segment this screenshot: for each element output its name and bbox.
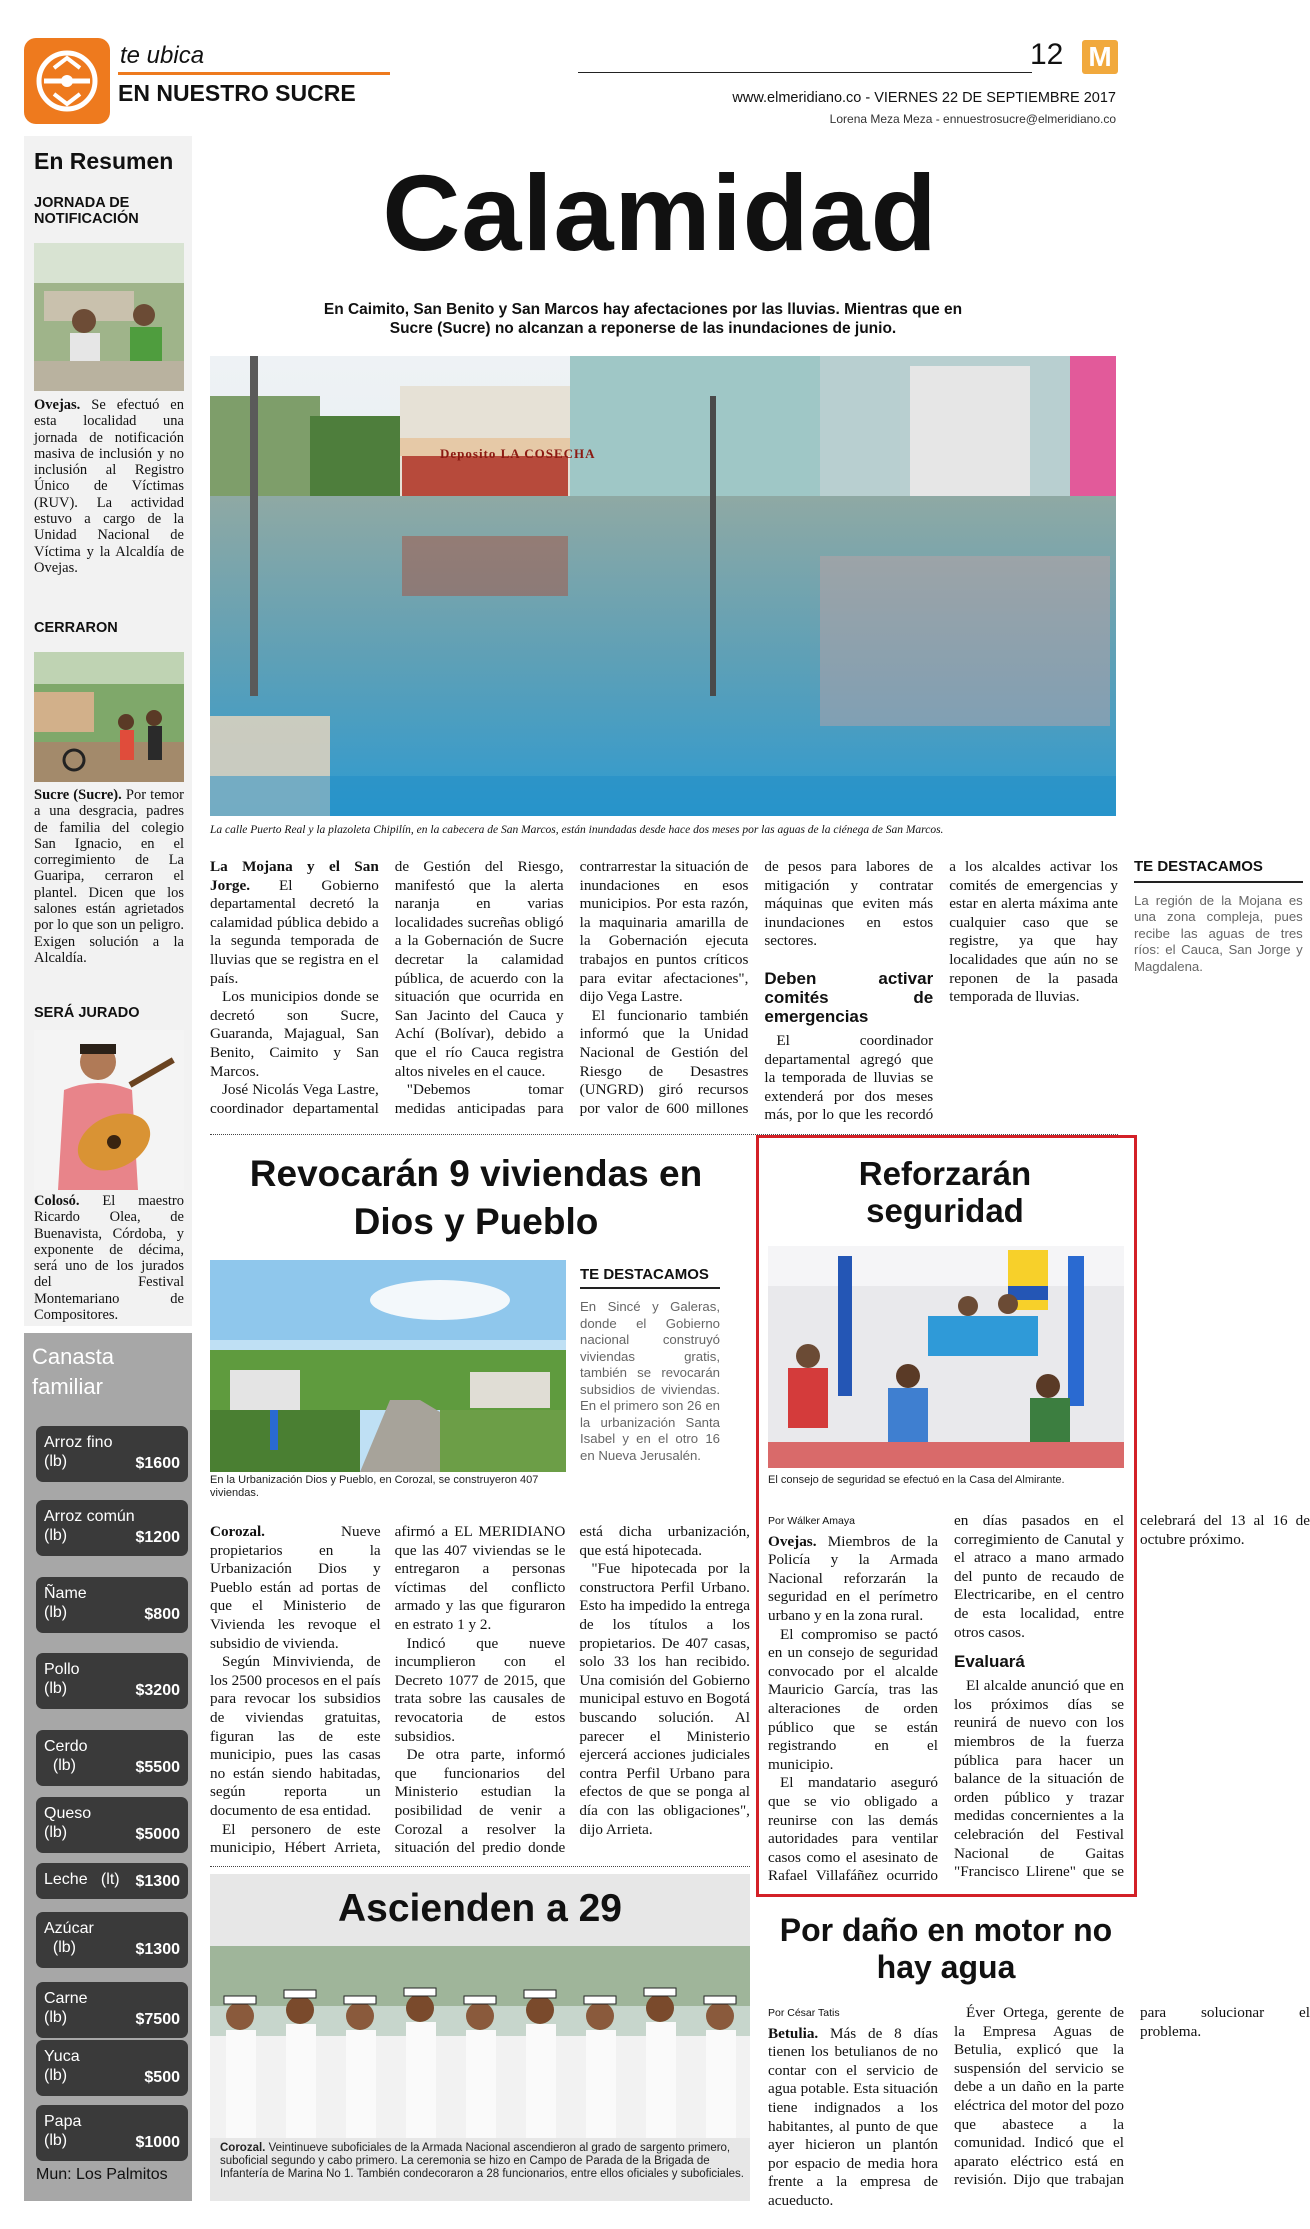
sidebar-photo-ovejas bbox=[34, 243, 184, 391]
website-date: www.elmeridiano.co - VIERNES 22 DE SEPTIEMBRE 2017 bbox=[732, 90, 1116, 106]
price-item-name: Queso (lb) bbox=[44, 1805, 92, 1841]
sidebar-heading-1: JORNADA DE NOTIFICACIÓN bbox=[34, 195, 139, 227]
revocaran-photo-caption: En la Urbanización Dios y Pueblo, en Corozal, se construyeron 407 viviendas. bbox=[210, 1474, 539, 1499]
flood-photo-sign: Deposito LA COSECHA bbox=[440, 446, 596, 461]
page-number: 12 bbox=[1030, 38, 1064, 71]
sidebar-text-3: Colosó. El maestro Ricardo Olea, de Buenavista, Córdoba, y exponente de décima, será uno de los jurados del Festival Montemariano de Compositores. bbox=[34, 1193, 184, 1324]
main-subhead: Deben activar comités de emergencias bbox=[764, 968, 934, 1026]
main-photo-caption: La calle Puerto Real y la plazoleta Chipilín, en la cabecera de San Marcos, están inundadas desde hace dos meses por las aguas de la ciénega de San Marcos. bbox=[210, 824, 944, 836]
price-row bbox=[36, 1912, 188, 1968]
revocaran-destacamos: TE DESTACAMOS En Sincé y Galeras, donde el Gobierno nacional construyó viviendas gratis, también se revocarán subsidios de viviendas. En el primero son 26 en la urbanización Santa Isabel y en el otro 16 en Nueva Jerusalén. bbox=[580, 1266, 721, 1463]
canasta-footer: Mun: Los Palmitos bbox=[36, 2166, 168, 2183]
price-item-value: $3200 bbox=[135, 1682, 180, 1699]
header-rule bbox=[578, 72, 1032, 73]
section-logo bbox=[24, 38, 110, 124]
price-item-name: Arroz fino (lb) bbox=[44, 1434, 113, 1470]
price-row bbox=[36, 1982, 188, 2038]
price-item-value: $7500 bbox=[135, 2011, 180, 2028]
price-item-value: $1200 bbox=[135, 1529, 180, 1546]
canasta-title: Canasta familiar bbox=[32, 1344, 114, 1399]
newspaper-logo: M bbox=[1082, 40, 1118, 74]
price-row bbox=[36, 1500, 188, 1556]
price-row bbox=[36, 1730, 188, 1786]
revocaran-photo bbox=[210, 1260, 566, 1472]
price-row bbox=[36, 1426, 188, 1482]
price-item-value: $5000 bbox=[135, 1826, 180, 1843]
revocaran-article: Corozal. Nueve propietarios en la Urbanización Dios y Pueblo están ad portas de que el Ministerio de Vivienda les revoque el subsidio de vivienda. Según Minvivienda, de los 2500 procesos en el país para revocar los subsidios de viviendas gratuitas, figuran las de este municipio, pues las casas no están siendo habitadas, según reporta un documento de esa entidad. El personero de este municipio, Hébert Arrieta, afirmó a EL MERIDIANO que las 407 viviendas se le entregaron a personas víctimas del conflicto armado y las que figuraron en estrato 1 y 2. Indicó que nueve incumplieron con el Decreto 1077 de 2015, que trata sobre las causales de revocatoria de estos subsidios. De otra parte, informó que funcionarios del Ministerio estudian la posibilidad de venir a Corozal a resolver la situación del predio donde está dicha urbanización, que está hipotecada. "Fue hipotecada por la constructora Perfil Urbano. Esto ha impedido la entrega de los títulos a los propietarios. De 407 casas, solo 33 los han recibido. Una comisión del Gobierno municipal estuvo en Bogotá buscando solución. Al parecer el Ministerio ejercerá acciones judiciales contra Perfil Urbano para efectos de que se ponga al día con las obligaciones", dijo Arrieta. bbox=[210, 1523, 750, 1857]
price-row bbox=[36, 1797, 188, 1853]
price-item-name: Pollo (lb) bbox=[44, 1661, 80, 1697]
main-photo-flood bbox=[210, 356, 1116, 816]
sidebar-heading-3: SERÁ JURADO bbox=[34, 1005, 140, 1021]
sidebar-heading-2: CERRARON bbox=[34, 620, 118, 636]
reforzaran-subhead: Evaluará bbox=[954, 1652, 1025, 1672]
reforzaran-photo bbox=[768, 1246, 1124, 1468]
price-item-name: Papa (lb) bbox=[44, 2113, 82, 2149]
ascienden-photo bbox=[210, 1946, 750, 2138]
price-item-name: Carne (lb) bbox=[44, 1990, 88, 2026]
section-rule bbox=[118, 72, 390, 75]
sidebar-photo-cerraron bbox=[34, 652, 184, 782]
author-email: Lorena Meza Meza - ennuestrosucre@elmeridiano.co bbox=[829, 112, 1116, 126]
price-item-value: $1300 bbox=[135, 1873, 180, 1890]
price-item-value: $1600 bbox=[135, 1455, 180, 1472]
sidebar-photo-jurado bbox=[34, 1030, 184, 1190]
price-row bbox=[36, 2105, 188, 2161]
price-item-name: Arroz común (lb) bbox=[44, 1508, 135, 1544]
agua-byline: Por César Tatis bbox=[768, 2007, 840, 2019]
agua-article: Por César Tatis Betulia. Más de 8 días tienen los betulianos de no contar con el servicio de agua potable. Esta situación tiene indignados a los habitantes, al punto de que ayer hicieron un plantón por espacio de media hora frente a la empresa de acueducto. Éver Ortega, gerente de la Empresa Aguas de Betulia, explicó que la suspensión del servicio se debe a un daño en la parte eléctrica del motor del pozo que abastece a la comunidad. Indicó que el aparato eléctrico está en revisión. Dijo que trabajan para solucionar el problema. bbox=[768, 2004, 1310, 2209]
revocaran-headline: Revocarán 9 viviendas en Dios y Pueblo bbox=[249, 1153, 703, 1242]
main-subheadline: En Caimito, San Benito y San Marcos hay afectaciones por las lluvias. Mientras que en Sucre (Sucre) no alcanzan a reponerse de las inundaciones de junio. bbox=[323, 301, 963, 337]
price-item-name: Yuca (lb) bbox=[44, 2048, 80, 2084]
price-item-name: Leche (lt) bbox=[44, 1871, 120, 1888]
main-headline: Calamidad bbox=[382, 152, 938, 273]
section-emblem-icon bbox=[24, 38, 110, 124]
sidebar-text-2: Sucre (Sucre). Por temor a una desgracia, padres de familia del colegio San Ignacio, en el corregimiento de La Guaripa, cerraron el plantel. Dicen que los salones están agrietados por lo que son un peligro. Exigen solución a la Alcaldía. bbox=[34, 787, 184, 966]
section-tagline: te ubica bbox=[120, 42, 205, 69]
price-item-name: Azúcar (lb) bbox=[44, 1920, 94, 1956]
ascienden-headline: Ascienden a 29 bbox=[338, 1887, 622, 1930]
ascienden-caption: Corozal. Veintinueve suboficiales de la Armada Nacional ascendieron al grado de sargento primero, suboficial segundo y cabo primero. La ceremonia se hizo en Campo de Parada de la Brigada de Infantería de Marina No 1. También condecoraron a 28 funcionarios, entre ellos oficiales y suboficiales. bbox=[220, 2142, 744, 2180]
reforzaran-byline: Por Wálker Amaya bbox=[768, 1515, 855, 1527]
price-item-value: $1000 bbox=[135, 2134, 180, 2151]
section-name: EN NUESTRO SUCRE bbox=[118, 80, 356, 106]
price-item-value: $5500 bbox=[135, 1759, 180, 1776]
reforzaran-photo-caption: El consejo de seguridad se efectuó en la Casa del Almirante. bbox=[768, 1474, 1065, 1486]
reforzaran-headline: Reforzarán seguridad bbox=[858, 1155, 1032, 1229]
agua-headline: Por daño en motor no hay agua bbox=[779, 1912, 1113, 1985]
price-row bbox=[36, 1653, 188, 1709]
main-article: La Mojana y el San Jorge. El Gobierno departamental decretó la calamidad pública debido a la segunda temporada de lluvias que se registra en el país. Los municipios donde se decretó son Sucre, Guaranda, Majagual, San Benito, Caimito y San Marcos. José Nicolás Vega Lastre, coordinador departamental de Gestión del Riesgo, manifestó que la alerta naranja en varias localidades sucreñas obligó a la Gobernación de Sucre decretar la calamidad pública, de acuerdo con la situación que ocurrida en San Jacinto del Cauca y Achí (Bolívar), debido a que el río Cauca registra altos niveles en el cauce. "Debemos tomar medidas anticipadas para contrarrestar la situación de inundaciones en esos municipios. Por esta razón, la maquinaria amarilla de la Gobernación ejecuta trabajos en puntos críticos para evitar afectaciones", dijo Vega Lastre. El funcionario también informó que la Unidad Nacional de Gestión del Riesgo de Desastres (UNGRD) giró recursos por valor de 600 millones de pesos para labores de mitigación y contratar máquinas que eviten más inundaciones en estos sectores. Deben activar comités de emergencias El coordinador departamental agregó que la temporada de lluvias se extenderá por dos meses más, por lo que les recordó a los alcaldes activar los comités de emergencias y estar en alerta máxima ante cualquier caso que se registre, ya que hay localidades que aún no se reponen de la pasada temporada de lluvias. TE DESTACAMOS La región de la Mojana es una zona compleja, pues recibe las aguas de tres ríos: el Cauca, San Jorge y Magdalena. bbox=[210, 858, 1303, 1124]
sidebar-text-1: Ovejas. Se efectuó en esta localidad una jornada de notificación masiva de inclusión y no inclusión al Registro Único de Víctimas (RUV). La actividad estuvo a cargo de la Unidad Nacional de Víctima y la Alcaldía de Ovejas. bbox=[34, 397, 184, 576]
reforzaran-article: Por Wálker Amaya Ovejas. Miembros de la Policía y la Armada Nacional reforzarán la seguridad en el perímetro urbano y en la zona rural. El compromiso se pactó en un consejo de seguridad convocado por el alcalde Mauricio García, tras las alteraciones de orden público que se están registrando en el municipio. El mandatario aseguró que se vio obligado a reunirse con las demás autoridades para ventilar casos como el asesinato de Rafael Villafáñez ocurrido en días pasados en el corregimiento de Canutal y el atraco a mano armado del punto de recaudo de Electricaribe, en el centro de esta localidad, entre otros casos. Evaluará El alcalde anunció que en los próximos días se reunirá de nuevo con los miembros de la fuerza pública para hacer un balance de la situación de orden público y trazar medidas concernientes a la celebración del Festival Nacional de Gaitas "Francisco Llirene" que se celebrará del 13 al 16 de octubre próximo. bbox=[768, 1512, 1310, 1885]
price-row bbox=[36, 2040, 188, 2096]
price-item-value: $1300 bbox=[135, 1941, 180, 1958]
dotted-divider-2 bbox=[210, 1866, 750, 1867]
price-item-value: $800 bbox=[144, 1606, 180, 1623]
price-item-value: $500 bbox=[144, 2069, 180, 2086]
price-item-name: Ñame (lb) bbox=[44, 1585, 87, 1621]
main-destacamos: TE DESTACAMOS La región de la Mojana es una zona compleja, pues recibe las aguas de tres ríos: el Cauca, San Jorge y Magdalena. bbox=[1133, 858, 1303, 974]
price-item-name: Cerdo (lb) bbox=[44, 1738, 88, 1774]
sidebar-title: En Resumen bbox=[34, 148, 174, 174]
price-row bbox=[36, 1577, 188, 1633]
price-row bbox=[36, 1863, 188, 1899]
